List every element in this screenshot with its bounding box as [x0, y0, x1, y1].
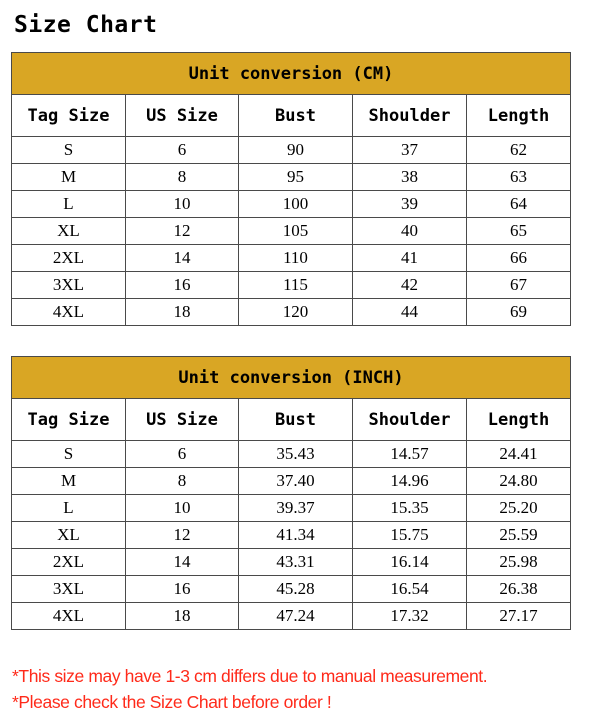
- table-cell: 2XL: [12, 245, 126, 272]
- table-cell: 41.34: [239, 522, 353, 549]
- table-cell: 17.32: [353, 603, 467, 630]
- table-cell: 3XL: [12, 272, 126, 299]
- table-cell: 25.98: [467, 549, 571, 576]
- table-cell: 4XL: [12, 299, 126, 326]
- table-cell: 6: [126, 137, 239, 164]
- table-cell: 95: [239, 164, 353, 191]
- table-cell: 16.54: [353, 576, 467, 603]
- table-row: [12, 495, 571, 522]
- table-row: [12, 603, 571, 630]
- table-cell: S: [12, 137, 126, 164]
- note-text: *This size may have 1-3 cm differs due to manual measurement.: [12, 666, 488, 686]
- table-cell: 26.38: [467, 576, 571, 603]
- table-cell: 39.37: [239, 495, 353, 522]
- size-table-cm: [11, 52, 571, 326]
- table-cell: XL: [12, 218, 126, 245]
- table-cell: 2XL: [12, 549, 126, 576]
- table-cell: 18: [126, 299, 239, 326]
- column-header: Tag Size: [12, 399, 126, 441]
- header-row: [12, 95, 571, 137]
- table-cell: 16: [126, 576, 239, 603]
- table-cell: 105: [239, 218, 353, 245]
- table-cell: 45.28: [239, 576, 353, 603]
- note-text: *Please check the Size Chart before order !: [12, 692, 332, 712]
- table-cell: M: [12, 164, 126, 191]
- table-cell: S: [12, 441, 126, 468]
- table-caption: Unit conversion (INCH): [12, 357, 571, 399]
- table-cell: 4XL: [12, 603, 126, 630]
- table-row: [12, 468, 571, 495]
- column-header: Length: [467, 95, 571, 137]
- table-cell: 39: [353, 191, 467, 218]
- table-cell: 37.40: [239, 468, 353, 495]
- table-cell: 47.24: [239, 603, 353, 630]
- table-cell: 65: [467, 218, 571, 245]
- page-title: Size Chart: [14, 12, 158, 38]
- table-cell: 15.35: [353, 495, 467, 522]
- table-cell: 14.57: [353, 441, 467, 468]
- column-header: Shoulder: [353, 399, 467, 441]
- table-cell: 90: [239, 137, 353, 164]
- table-cell: 6: [126, 441, 239, 468]
- column-header: Bust: [239, 95, 353, 137]
- table-cell: 15.75: [353, 522, 467, 549]
- table-cell: 44: [353, 299, 467, 326]
- table-row: [12, 137, 571, 164]
- table-cell: L: [12, 191, 126, 218]
- table-row: [12, 441, 571, 468]
- table-cell: 14.96: [353, 468, 467, 495]
- table-row: [12, 549, 571, 576]
- table-cell: 25.59: [467, 522, 571, 549]
- table-cell: 40: [353, 218, 467, 245]
- column-header: Bust: [239, 399, 353, 441]
- table-row: [12, 576, 571, 603]
- column-header: Length: [467, 399, 571, 441]
- table-cell: 24.80: [467, 468, 571, 495]
- table-cell: 41: [353, 245, 467, 272]
- size-table-inch: [11, 356, 571, 630]
- table-cell: 63: [467, 164, 571, 191]
- table-row: [12, 272, 571, 299]
- table-cell: 37: [353, 137, 467, 164]
- table-cell: 12: [126, 218, 239, 245]
- table-cell: 12: [126, 522, 239, 549]
- table-row: [12, 191, 571, 218]
- table-cell: 10: [126, 191, 239, 218]
- table-cell: 16: [126, 272, 239, 299]
- table-cell: 66: [467, 245, 571, 272]
- table-cell: 3XL: [12, 576, 126, 603]
- table-cell: 25.20: [467, 495, 571, 522]
- table-cell: 110: [239, 245, 353, 272]
- table-cell: 38: [353, 164, 467, 191]
- table-cell: 16.14: [353, 549, 467, 576]
- table-cell: 43.31: [239, 549, 353, 576]
- table-cell: 24.41: [467, 441, 571, 468]
- table-row: [12, 164, 571, 191]
- table-cell: 64: [467, 191, 571, 218]
- table-cell: 10: [126, 495, 239, 522]
- header-row: [12, 399, 571, 441]
- column-header: US Size: [126, 95, 239, 137]
- table-cell: L: [12, 495, 126, 522]
- table-row: [12, 522, 571, 549]
- table-cell: 115: [239, 272, 353, 299]
- table-cell: M: [12, 468, 126, 495]
- table-cell: 8: [126, 468, 239, 495]
- column-header: US Size: [126, 399, 239, 441]
- table-cell: 14: [126, 245, 239, 272]
- table-caption: Unit conversion (CM): [12, 53, 571, 95]
- table-cell: 120: [239, 299, 353, 326]
- table-cell: 14: [126, 549, 239, 576]
- table-row: [12, 245, 571, 272]
- table-cell: 18: [126, 603, 239, 630]
- column-header: Shoulder: [353, 95, 467, 137]
- column-header: Tag Size: [12, 95, 126, 137]
- table-cell: 8: [126, 164, 239, 191]
- table-cell: 42: [353, 272, 467, 299]
- table-row: [12, 218, 571, 245]
- table-cell: 27.17: [467, 603, 571, 630]
- table-cell: 67: [467, 272, 571, 299]
- table-cell: 62: [467, 137, 571, 164]
- table-row: [12, 299, 571, 326]
- table-cell: 100: [239, 191, 353, 218]
- table-cell: 69: [467, 299, 571, 326]
- table-cell: XL: [12, 522, 126, 549]
- table-cell: 35.43: [239, 441, 353, 468]
